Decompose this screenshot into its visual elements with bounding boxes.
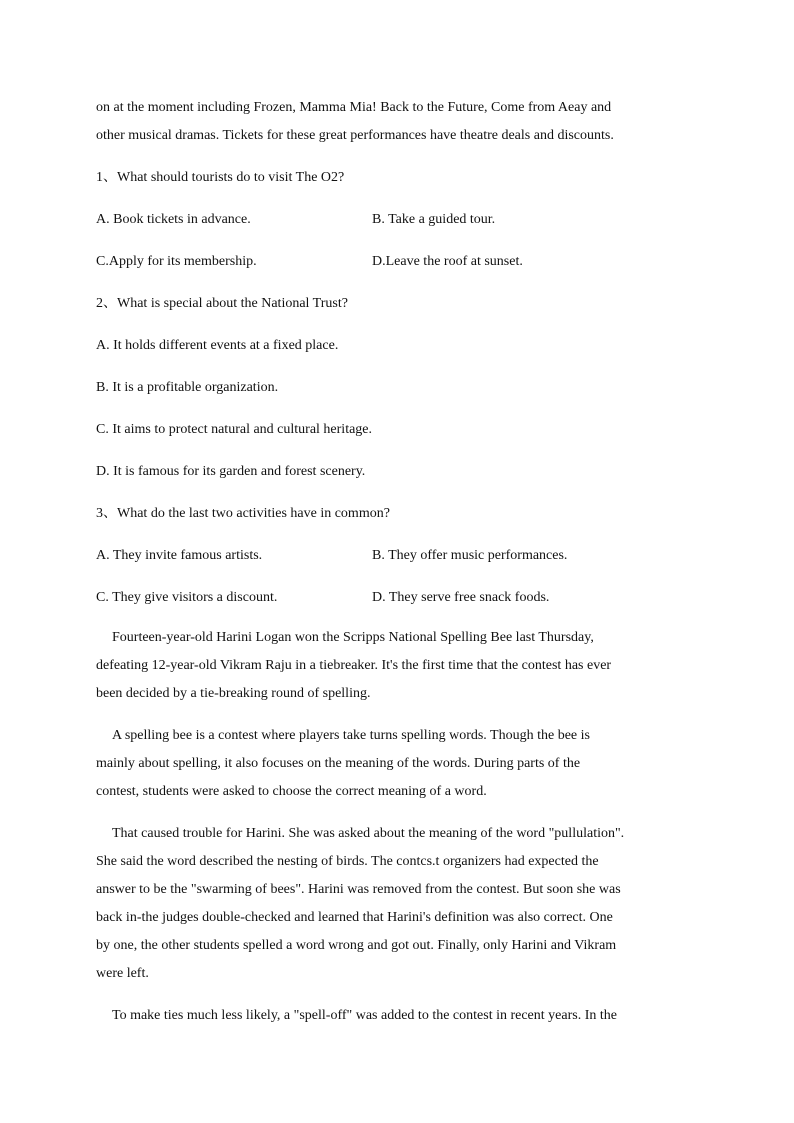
paragraph-line: Fourteen-year-old Harini Logan won the Scripps National Spelling Bee last Thursday, <box>112 630 594 645</box>
question-stem: 2、What is special about the National Trust? <box>96 296 348 311</box>
options-row <box>96 584 700 612</box>
paragraph-line: answer to be the "swarming of bees". Harini was removed from the contest. But soon she was <box>96 882 621 897</box>
passage-text-line: other musical dramas. Tickets for these great performances have theatre deals and discounts. <box>96 128 614 143</box>
paragraph-line: That caused trouble for Harini. She was asked about the meaning of the word "pullulation". <box>112 826 625 841</box>
option-b: B. It is a profitable organization. <box>96 380 279 395</box>
paragraph-line: defeating 12-year-old Vikram Raju in a tiebreaker. It's the first time that the contest has ever <box>96 658 612 673</box>
paragraph-line: mainly about spelling, it also focuses on the meaning of the words. During parts of the <box>96 756 581 771</box>
option-d: D. They serve free snack foods. <box>372 590 550 605</box>
paragraph-line: contest, students were asked to choose the correct meaning of a word. <box>96 784 487 799</box>
options-row <box>96 206 700 234</box>
paragraph-line: She said the word described the nesting of birds. The contcs.t organizers had expected the <box>96 854 599 869</box>
passage-b-paragraph-3 <box>96 820 700 988</box>
passage-b-paragraph-2 <box>96 722 700 806</box>
question-stem: 1、What should tourists do to visit The O2? <box>96 170 345 185</box>
question-stem: 3、What do the last two activities have in common? <box>96 506 390 521</box>
options-row <box>96 248 700 276</box>
passage-text-line: on at the moment including Frozen, Mamma Mia! Back to the Future, Come from Aeay and <box>96 100 612 115</box>
paragraph-line: To make ties much less likely, a "spell-off" was added to the contest in recent years. In the <box>112 1008 617 1023</box>
passage-b-paragraph-4 <box>96 1002 700 1030</box>
option-d: D.Leave the roof at sunset. <box>372 254 523 269</box>
options-row <box>96 542 700 570</box>
option-b: B. They offer music performances. <box>372 548 568 563</box>
paragraph-line: by one, the other students spelled a word wrong and got out. Finally, only Harini and Vikram <box>96 938 617 953</box>
question-1 <box>96 164 700 276</box>
question-3 <box>96 500 700 612</box>
question-2 <box>96 290 700 486</box>
option-c: C. It aims to protect natural and cultural heritage. <box>96 422 373 437</box>
paragraph-line: were left. <box>96 966 149 981</box>
paragraph-line: A spelling bee is a contest where players take turns spelling words. Though the bee is <box>112 728 590 743</box>
document-page <box>96 94 700 1030</box>
option-a: A. Book tickets in advance. <box>96 212 251 227</box>
option-d: D. It is famous for its garden and forest scenery. <box>96 464 366 479</box>
option-c: C.Apply for its membership. <box>96 254 257 269</box>
passage-b-paragraph-1 <box>96 624 700 708</box>
option-c: C. They give visitors a discount. <box>96 590 278 605</box>
option-b: B. Take a guided tour. <box>372 212 496 227</box>
paragraph-line: been decided by a tie-breaking round of spelling. <box>96 686 371 701</box>
option-a: A. It holds different events at a fixed place. <box>96 338 339 353</box>
paragraph-line: back in-the judges double-checked and learned that Harini's definition was also correct. One <box>96 910 613 925</box>
option-a: A. They invite famous artists. <box>96 548 263 563</box>
passage-a <box>96 94 700 150</box>
